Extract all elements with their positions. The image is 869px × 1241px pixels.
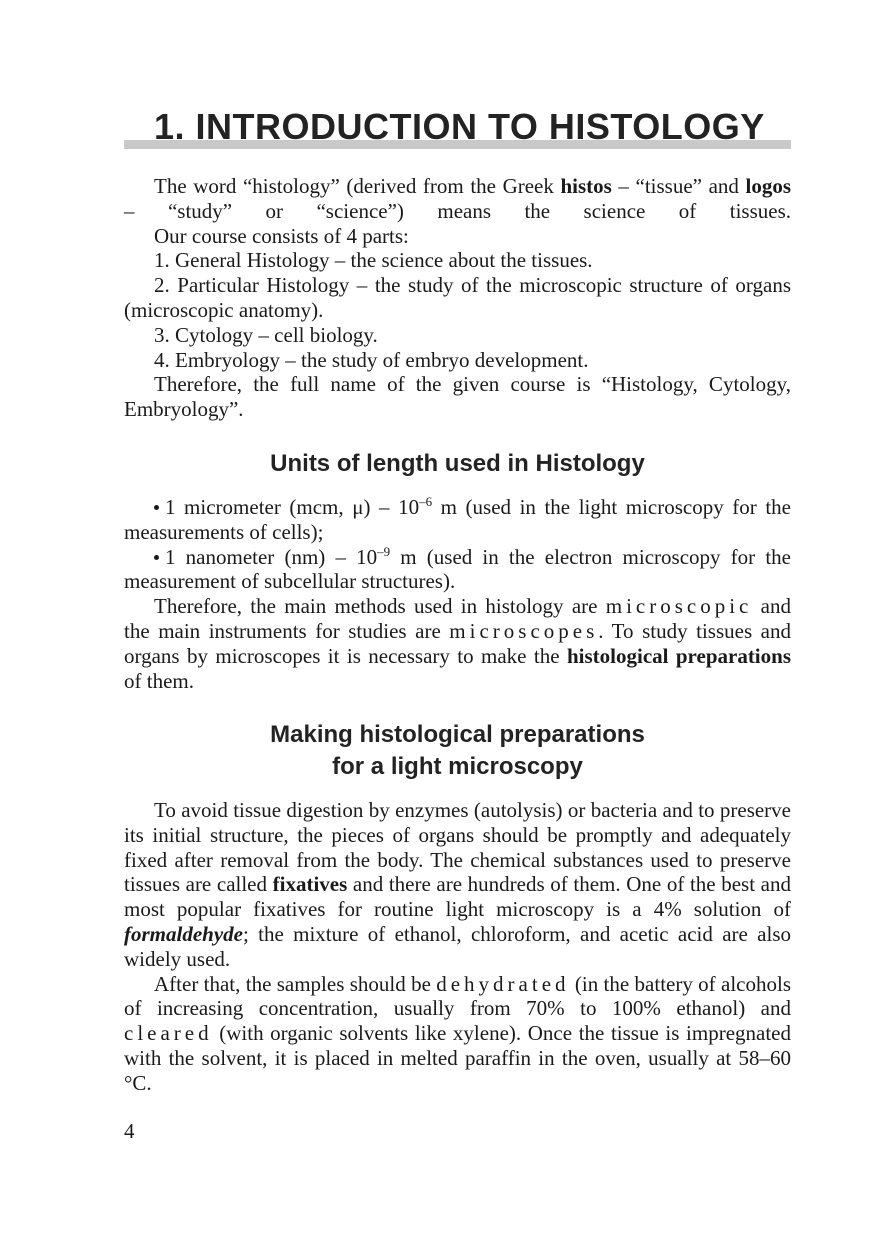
bullet-item <box>124 495 791 545</box>
text: After that, the samples should be <box>154 971 437 996</box>
text: m (used in the electron microscopy for the measurement of subcellular structures). <box>124 544 791 594</box>
spaced-term: microscopes <box>449 618 599 643</box>
bullet-item <box>124 545 791 595</box>
text: ; the mixture of ethanol, chloroform, and acetic acid are also widely used. <box>124 921 791 971</box>
exponent: –6 <box>419 494 433 509</box>
text: and the main instruments for studies are <box>124 594 791 643</box>
text: To avoid tissue digestion by enzymes (autolysis) or bacteria and to preserve its initial structure, the pieces of organs should be promptly and adequately fixed after removal from the body. The chemical substances used to preserve tissues are called <box>124 798 791 897</box>
text: m (used in the light microscopy for the measurements of cells); <box>124 495 791 544</box>
section-heading: Units of length used in Histology <box>270 450 645 477</box>
text: of them. <box>124 668 194 693</box>
text: (with organic solvents like xylene). Once the tissue is impregnated with the solvent, it is placed in melted paraffin in the oven, usually at 58–60 °C. <box>124 1021 791 1095</box>
term-histos: histos <box>560 174 612 198</box>
bold-term: histological preparations <box>566 643 791 668</box>
bullet-icon <box>154 505 159 510</box>
paragraph <box>124 972 791 1096</box>
paragraph <box>124 798 791 972</box>
term-logos: logos <box>745 174 792 198</box>
text: The word “histology” (derived from the Greek <box>154 174 561 198</box>
bold-italic-term: formaldehyde <box>124 921 243 946</box>
intro-section <box>124 174 791 422</box>
chapter-title: 1. INTRODUCTION TO HISTOLOGY <box>154 106 765 147</box>
text: (in the battery of alcohols of increasing concentration, usually from 70% to 100% ethanol) and <box>124 971 791 1021</box>
spaced-term: dehydrated <box>436 971 570 996</box>
spaced-term: microscopic <box>605 594 753 619</box>
paragraph <box>124 174 791 224</box>
spaced-term: cleared <box>124 1021 213 1046</box>
text: . To study tissues and organs by microscopes it is necessary to make the <box>124 618 791 668</box>
bold-term: fixatives <box>272 872 348 897</box>
bullet-icon <box>154 555 159 560</box>
list-item: 2. Particular Histology – the study of the microscopic structure of organs (microscopic anatomy). <box>124 273 791 322</box>
exponent: –9 <box>377 543 391 559</box>
text: and there are hundreds of them. One of the best and most popular fixatives for routine light microscopy is a 4% solution of <box>124 872 791 922</box>
paragraph <box>124 594 791 693</box>
paragraph: Our course consists of 4 parts: <box>154 223 409 248</box>
text: – “tissue” and <box>611 174 746 198</box>
page-number: 4 <box>124 1119 135 1143</box>
list-item: 3. Cytology – cell biology. <box>154 322 378 347</box>
text: – “study” or “science”) means the science of tissues. <box>124 198 791 223</box>
text: 1 nanometer (nm) – 10 <box>165 544 378 569</box>
text: 1 micrometer (mcm, μ) – 10 <box>165 495 420 519</box>
section-heading: Making histological preparations <box>270 721 645 748</box>
list-item: 4. Embryology – the study of embryo development. <box>154 347 589 372</box>
units-section <box>124 495 791 693</box>
chapter-header <box>124 104 791 150</box>
section-heading: for a light microscopy <box>332 753 583 780</box>
making-section <box>124 798 791 1096</box>
text: Therefore, the main methods used in histology are <box>154 594 606 619</box>
paragraph: Therefore, the full name of the given course is “Histology, Cytology, Embryology”. <box>124 372 791 422</box>
list-item: 1. General Histology – the science about the tissues. <box>154 248 593 273</box>
